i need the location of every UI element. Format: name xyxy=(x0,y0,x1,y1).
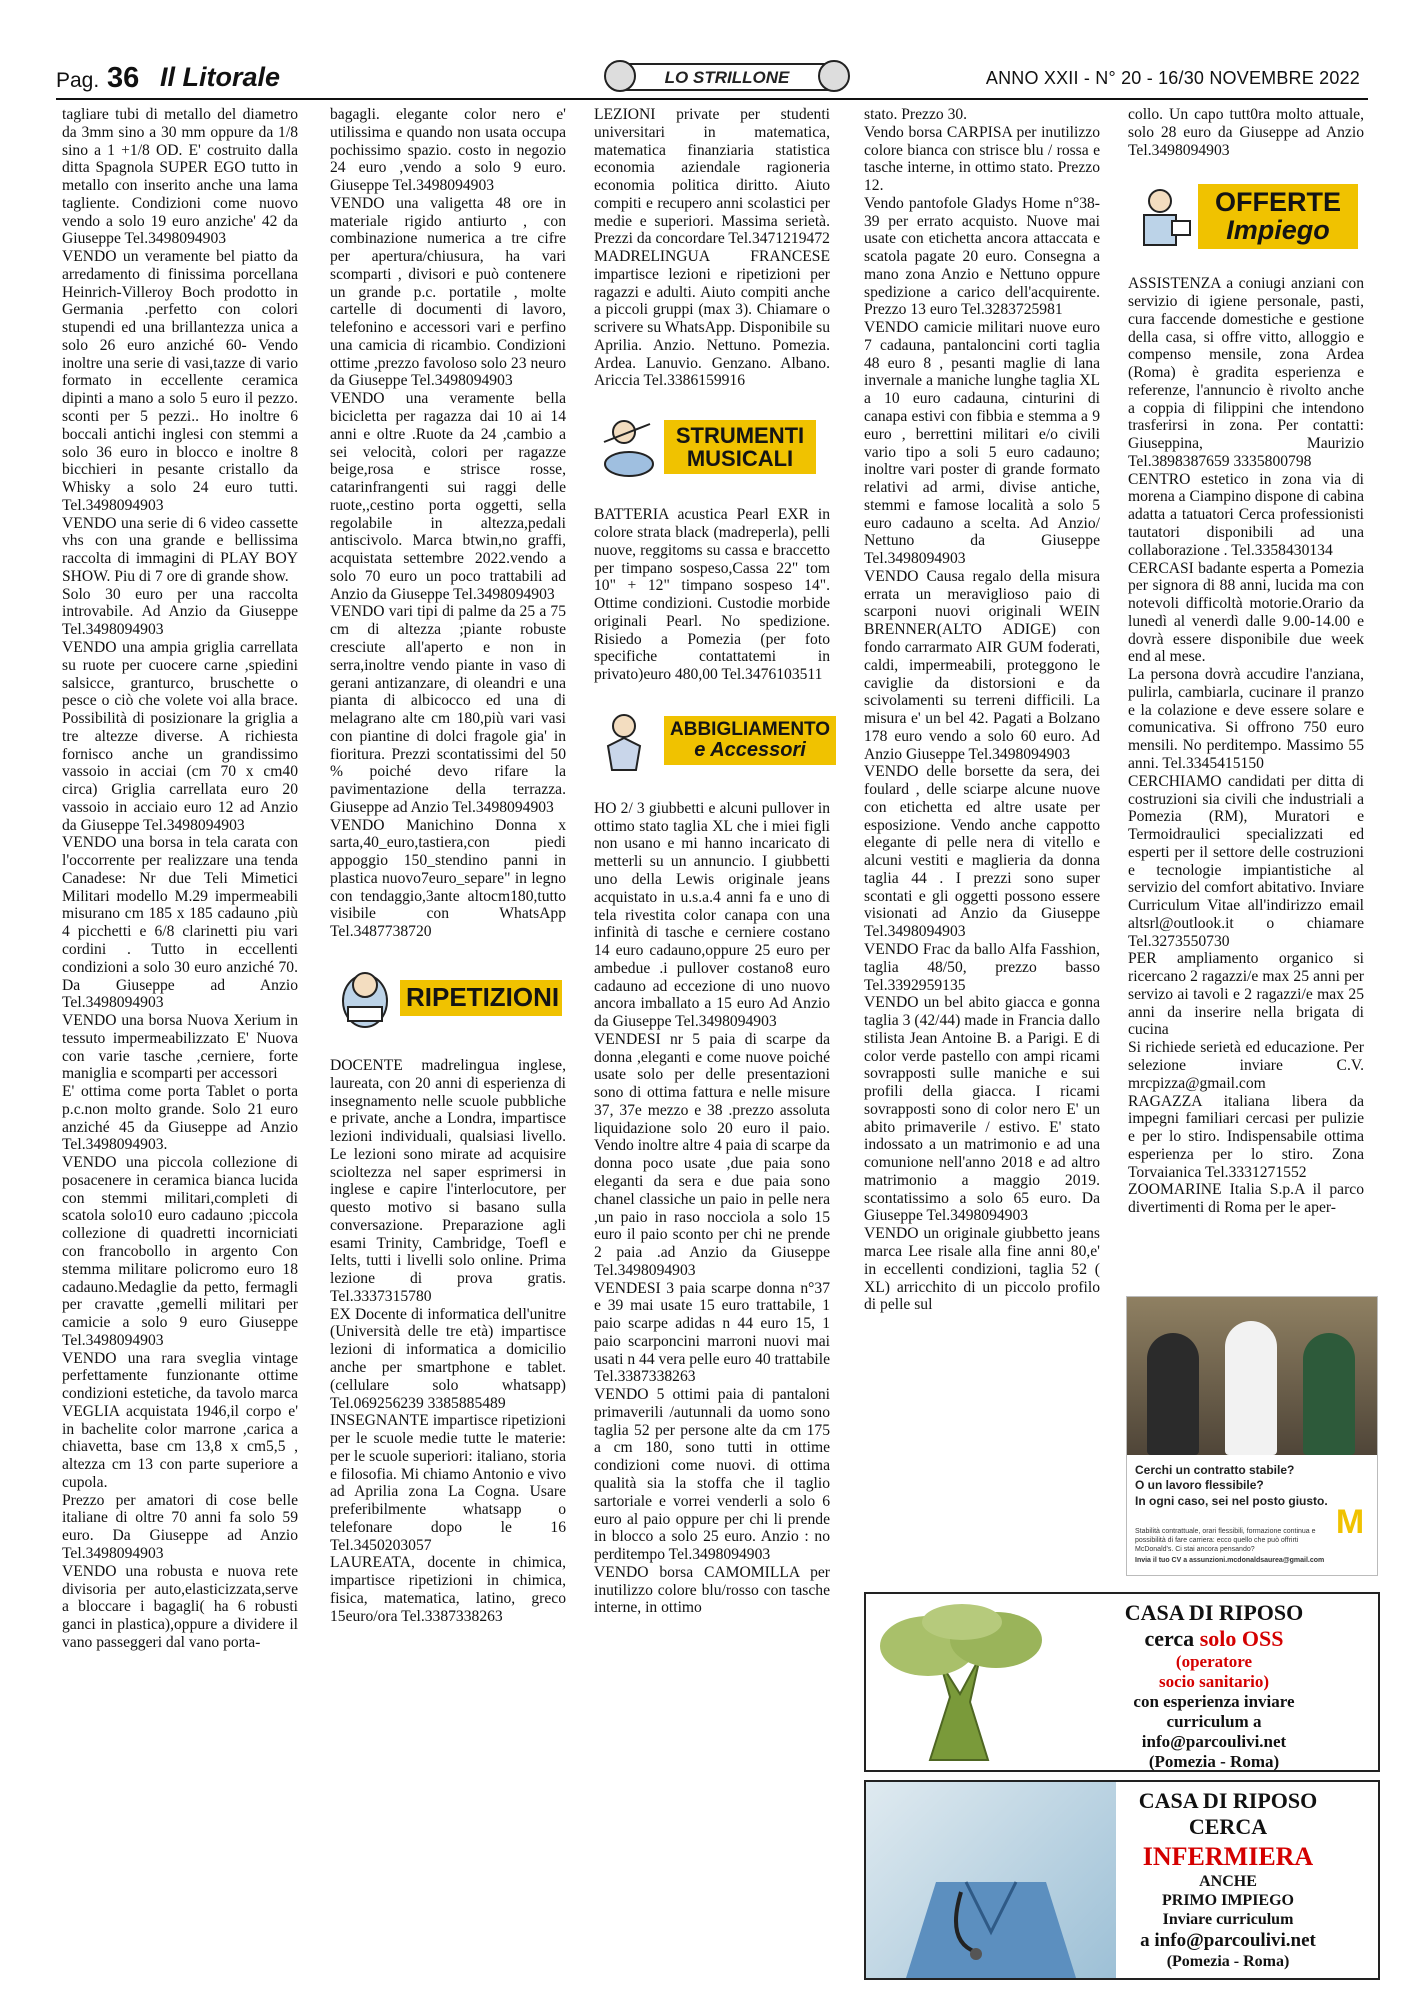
offerte-line-2: Impiego xyxy=(1226,215,1330,246)
oss-ad-text xyxy=(1064,1600,1364,1772)
classified-ad: VENDO una robusta e nuova rete divisoria per auto,elasticizzata,serve a bloccare i bagagli( ha 6 robusti ganci in plastica),oppure a dividere il vano passeggeri dal vano porta- xyxy=(62,1562,298,1651)
classified-ad: VENDO una piccola collezione di posacenere in ceramica bianca lucida con stemmi militari,completi di scatola solo10 euro cadauno ;piccola collezione di quadretti incorniciati con francobollo in argento Con stemma militare policromo euro 18 cadauno.Medaglie da petto, fermagli per cravatte ,gemelli militari per camicie a solo 9 euro Giuseppe Tel.3498094903 xyxy=(62,1154,298,1349)
classified-ad: VENDO Causa regalo della misura errata un meraviglioso paio di scarponi nuovi originali WEIN BRENNER(ALTO ADIGE) con fondo carrarmato AIR GUM foderati, caldi, impermeabili, proteggono le caviglie da distorsioni e da scivolamenti su terreni difficili. La misura e' un bel 42. Pagati a Bolzano 178 euro vendo a solo 60 euro. Ad Anzio Giuseppe Tel.3498094903 xyxy=(864,567,1100,763)
strumenti-banner xyxy=(594,412,830,482)
inf-line-1: CASA DI RIPOSO xyxy=(1138,1788,1318,1813)
classified-ad: ZOOMARINE Italia S.p.A il parco divertimenti di Roma per le aper- xyxy=(1128,1181,1364,1217)
mascot-worker-icon xyxy=(1128,181,1198,251)
oss-line-5: con esperienza inviare xyxy=(1133,1692,1295,1711)
classified-ad: BATTERIA acustica Pearl EXR in colore strata black (madreperla), pelli nuove, reggitoms su cassa e braccetto per timpano sospeso,Cassa 22" tom 10" + 12" timpano sospeso 14". Ottime condizioni. Custodie morbide originali Pearl. No spedizione. Risiedo a Pomezia (per foto specifiche contattatemi in privato)euro 480,00 Tel.3476103511 xyxy=(594,506,830,684)
inf-line-5: PRIMO IMPIEGO xyxy=(1162,1892,1294,1910)
logo-text: LO STRILLONE xyxy=(664,68,790,87)
mcd-line-1: Cerchi un contratto stabile? xyxy=(1135,1463,1295,1477)
inf-email: a info@parcoulivi.net xyxy=(1140,1929,1316,1951)
classified-ad: INSEGNANTE impartisce ripetizioni per le scuole medie tutte le materie: per le scuole superiori: italiano, storia e filosofia. Mi chiamo Antonio e vivo ad Aprilia zona La Cogna. Usare preferibilmente whatsapp o telefonare dopo le 16 Tel.3450203057 xyxy=(330,1412,566,1554)
classified-ad: EX Docente di informatica dell'unitre (Università delle tre età) impartisce lezioni di informatica a domicilio anche per smartphone e tablet. (cellulare solo whatsapp) Tel.069256239 3385885489 xyxy=(330,1305,566,1412)
classified-ad: VENDO una ampia griglia carrellata su ruote per cuocere carne ,spiedini salsicce, granturco, bruschette o pesce o ciò che volete voi alla brace. Possibilità di posizionare la griglia a tre altezze diverse. A richiesta fornisco anche un grandissimo vassoio in acciai (cm 70 x cm40 circa) Griglia carrellata euro 20 vassoio in acciaio euro 12 ad Anzio da Giuseppe Tel.3498094903 xyxy=(62,638,298,834)
inf-location: (Pomezia - Roma) xyxy=(1166,1953,1290,1971)
page-header xyxy=(56,58,1368,98)
classified-ad: La persona dovrà accudire l'anziana, pulirla, cambiarla, cucinare il pranzo e la colazione e deve essere solare e comunicativa. Si offrono 750 euro mensili. No perditempo. Massimo 55 anni. Tel.3345415150 xyxy=(1128,666,1364,772)
oss-line-4: socio sanitario) xyxy=(1158,1671,1270,1691)
classified-ad: ASSISTENZA a coniugi anziani con servizio di igiene personale, pasti, cura faccende domestiche e gestione della casa, si offre vitto, alloggio e compenso mensile, zona Ardea (Roma) è gradita esperienza e referenze, l'annuncio è rivolto anche a coppia di filippini che intendono trasferirsi in zona. Per contatti: Giuseppina, Maurizio Tel.3898387659 3335800798 xyxy=(1128,275,1364,470)
inf-line-3: INFERMIERA xyxy=(1142,1841,1314,1871)
classified-ad: stato. Prezzo 30. xyxy=(864,106,968,123)
classified-ad: VENDO un originale giubbetto jeans marca Lee risale alla fine anni 80,e' in eccellenti condizioni, taglia 52 ( XL) arricchito di un piccolo profilo di pelle sul xyxy=(864,1225,1100,1314)
strumenti-title: STRUMENTI MUSICALI xyxy=(664,420,816,474)
classified-ad: RAGAZZA italiana libera da impegni familiari cercasi per pulizie e per lo stiro. Indispensabile ottima esperienza per lo stiro. Zona Torvaianica Tel.3331271552 xyxy=(1128,1092,1364,1181)
mascot-clothes-icon xyxy=(594,706,664,776)
abbigliamento-line-1: ABBIGLIAMENTO xyxy=(670,719,831,741)
classified-ad: bagagli. elegante color nero e' utilissima e quando non usata occupa pochissimo spazio. costo in negozio 24 euro ,vendo a solo 9 euro. Giuseppe Tel.3498094903 xyxy=(330,106,566,195)
classified-ad: E' ottima come porta Tablet o porta p.c.non molto grande. Solo 21 euro anziché 45 da Giuseppe ad Anzio Tel.3498094903. xyxy=(62,1083,298,1154)
oss-solo: solo xyxy=(1199,1625,1237,1651)
classified-ad: LEZIONI private per studenti universitari in matematica, matematica finanziaria statistica economia aziendale ragioneria economia politica diritto. Aiuto compiti e recupero anni scolastici per medie e superiori. Massima serietà. Prezzi da concordare Tel.3471219472 xyxy=(594,106,830,248)
classified-ad: VENDO vari tipi di palme da 25 a 75 cm di altezza ;piante robuste cresciute all'aperto e non in serra,inoltre vendo piante in vaso di gerani antizanzare, di oleandri e una pianta di albicocco ed una di melagrano alte cm 180,più vari vasi con piantine di dolci fragole gia' in fioritura. Prezzi scontatissimi del 50 % poiché devo rifare la pavimentazione della terrazza. Giuseppe ad Anzio Tel.3498094903 xyxy=(330,603,566,816)
classified-ad: collo. Un capo tutt0ra molto attuale, solo 28 euro da Giuseppe ad Anzio Tel.3498094903 xyxy=(1128,106,1364,159)
classified-ad: Si richiede serietà ed educazione. Per selezione inviare C.V. mrcpizza@gmail.com xyxy=(1128,1039,1364,1092)
mcd-cta: Invia il tuo CV a assunzioni.mcdonaldsaurea@gmail.com xyxy=(1135,1557,1325,1565)
classified-ad: VENDO delle borsette da sera, dei foulard , delle sciarpe alcune nuove con etichetta ed altre usate per esposizione. Vendo anche cappotto elegante di pelle nera di vitello e alcuni vestiti e maglieria da donna taglia 44 . I prezzi sono super scontati e gli oggetti possono essere visionati ad Anzio da Giuseppe Tel.3498094903 xyxy=(864,763,1100,941)
classified-ad: Vendo pantofole Gladys Home n°38-39 per errato acquisto. Nuove mai usate con etichetta ancora attaccata e scatola pagate 20 euro. Consegna a mano zona Anzio e Nettuno oppure spedizione a carico dell'acquirente. Prezzo 13 euro Tel.3283725981 xyxy=(864,194,1100,319)
olive-tree-icon xyxy=(870,1602,1050,1762)
nurse-photo xyxy=(866,1782,1116,1978)
header-rule xyxy=(56,98,1368,100)
classified-ad: VENDO una valigetta 48 ore in materiale rigido antiurto , con combinazione numerica a tre cifre per apertura/chiusura, ha vari scomparti , divisori e può contenere un grande p.c. portatile , molte cartelle di documenti di lavoro, telefonino e accessori vari e perfino una camicia di ricambio. Condizioni ottime ,prezzo favoloso solo 23 neuro da Giuseppe Tel.3498094903 xyxy=(330,194,566,390)
abbigliamento-banner xyxy=(594,706,830,776)
staff-photo xyxy=(1127,1297,1377,1455)
inf-line-4: ANCHE xyxy=(1199,1872,1257,1890)
person-figure xyxy=(1147,1333,1199,1455)
classified-ad: HO 2/ 3 giubbetti e alcuni pullover in ottimo stato taglia XL che i miei figli non usano e mi hanno incaricato di metterli su un annuncio. I giubbetti uno della Lewis originale jeans acquistato in u.s.a.4 anni fa e uno di tela rivestita color canapa con una infinità di tasche e cerniere costano 14 euro cadauno,oppure 25 euro per ambedue .i pullover costano8 euro cadauno ad eccezione di uno nuovo ancora imballato a 15 euro Ad Anzio da Giuseppe Tel.3498094903 xyxy=(594,799,830,1031)
mascot-drummer-icon xyxy=(594,412,664,482)
classified-ad: MADRELINGUA FRANCESE impartisce lezioni e ripetizioni per ragazzi e adulti. Aiuto compiti anche a piccoli gruppi (max 3). Chiamare o scrivere su WhatsApp. Disponibile su Aprilia. Anzio. Nettuno. Pomezia. Ardea. Lanuvio. Genzano. Albano. Ariccia Tel.3386159916 xyxy=(594,248,830,390)
mascot-icon xyxy=(330,963,400,1033)
classified-ad: VENDO borsa CAMOMILLA per inutilizzo colore blu/rosso con tasche interne, in ottimo xyxy=(594,1563,830,1617)
classified-ad: VENDO Frac da ballo Alfa Fasshion, taglia 48/50, prezzo basso Tel.3392959135 xyxy=(864,940,1100,994)
classified-ad: PER ampliamento organico si ricercano 2 ragazzi/e max 25 anni per servizo ai tavoli e 2 ragazzi/e max 25 anni da inserire nella brigata di cucina xyxy=(1128,950,1364,1039)
oss-location: (Pomezia - Roma) xyxy=(1148,1752,1280,1772)
oss-cerca: cerca xyxy=(1144,1625,1195,1651)
infermiera-ad-text xyxy=(1092,1788,1364,1972)
offerte-line-1: OFFERTE xyxy=(1215,186,1341,217)
column-3 xyxy=(594,106,830,1617)
classified-ad: VENDESI nr 5 paia di scarpe da donna ,eleganti e come nuove poiché usate solo per delle presentazioni sono di ottima fattura e nelle misure 37, 37e mezzo e 38 .prezzo assoluta liquidazione solo 20 euro il paio. Vendo inoltre altre 4 paia di scarpe da donna poco usate ,due paia sono eleganti da sera e due paia sono chanel classiche un paio in pelle nera ,un paio in raso nocciola a solo 15 euro il paio sconto per chi ne prende 2 paia .ad Anzio da Giuseppe Tel.3498094903 xyxy=(594,1030,830,1279)
issue-info: ANNO XXII - N° 20 - 16/30 NOVEMBRE 2022 xyxy=(985,68,1360,88)
classified-ad: DOCENTE madrelingua inglese, laureata, con 20 anni di esperienza di insegnamento nelle scuole pubbliche e private, anche a Londra, impartisce lezioni individuali, qualsiasi livello. Le lezioni sono mirate ad acquisire scioltezza nel saper esprimersi in inglese e capire l'interlocutore, per questo motivo si basano sulla conversazione. Preparazione agli esami Trinity, Cambridge, Toefl e Ielts, tutti i livelli solo online. Prima lezione di prova gratis. Tel.3337315780 xyxy=(330,1056,566,1305)
abbigliamento-line-2: e Accessori xyxy=(694,739,806,762)
classified-ad: VENDO un veramente bel piatto da arredamento di finissima porcellana Heinrich-Villeroy Boch prodotto in Germania .perfetto con colori stupendi ed una brillantezza unica a solo 26 euro anziché 60- Vendo inoltre una serie di vasi,tazze di vario formato in eccellente ceramica dipinti a mano a solo 5 euro il pezzo. sconti per 5 pezzi.. Ho inoltre 6 boccali antichi inglesi con stemmi a solo 36 euro in blocco e inoltre 8 bicchieri in pesante cristallo da Whisky a solo 24 euro tutti. Tel.3498094903 xyxy=(62,248,298,514)
mcd-body xyxy=(1135,1527,1335,1565)
classified-ad: VENDO camicie militari nuove euro 7 cadauna, pantaloncini corti taglia 48 euro 8 , pesanti maglie di lana invernale a maniche lunghe taglia XL a 10 euro cadauna, cinturini di canapa estivi con fibbia e stemma a 9 euro , berrettini militari e/o civili vario tipo a soli 5 euro cadauno; inoltre vari poster di grande formato relativi ad armi, divise antiche, stemmi e famose località a solo 5 euro cadauno a scelta. Ad Anzio/ Nettuno da Giuseppe Tel.3498094903 xyxy=(864,319,1100,568)
column-4 xyxy=(864,106,1100,1314)
classified-ad: VENDO una borsa in tela carata con l'occorrente per realizzare una tenda Canadese: Nr due Teli Mimetici Militari modello M.29 impermeabili misurano cm 185 x 185 cadauno ,più 4 picchetti e 6/8 clarinetti piu vari cordini . Tutto in eccellenti condizioni a solo 30 euro anziché 70. Da Giuseppe ad Anzio Tel.3498094903 xyxy=(62,834,298,1012)
page-number-value: 36 xyxy=(107,62,140,94)
mcdonalds-ad xyxy=(1126,1296,1378,1576)
classified-ad: CERCHIAMO candidati per ditta di costruzioni sia civili che industriali a Pomezia (RM), Muratori e Termoidraulici specializzati ed esperti per il settore delle costruzioni e tecnologie impiantistiche al servizio del comfort abitativo. Inviare Curriculum Vitae all'indirizzo email altsrl@outlook.it o chiamare Tel.3273550730 xyxy=(1128,772,1364,950)
person-figure xyxy=(1225,1321,1277,1455)
oss-email: info@parcoulivi.net xyxy=(1141,1732,1287,1752)
mcd-line-2: O un lavoro flessibile? xyxy=(1135,1478,1264,1493)
mcd-small-text: Stabilità contrattuale, orari flessibili, formazione continua e possibilità di fare carriera: ecco quello che può offrirti McDonald's. Ci stai ancora pensando? xyxy=(1135,1528,1316,1554)
ripetizioni-banner xyxy=(330,963,566,1033)
mcdonalds-logo-icon: M xyxy=(1335,1503,1365,1541)
oss-line-2 xyxy=(1064,1626,1364,1652)
classified-ad: VENDO una borsa Nuova Xerium in tessuto impermeabilizzato E' Nuova con varie tasche ,cerniere, forte maniglia e scomparti per accessori xyxy=(62,1012,298,1083)
offerte-title xyxy=(1198,184,1358,249)
classified-ad: CERCASI badante esperta a Pomezia per signora di 88 anni, lucida ma con notevoli difficoltà motorie.Orario da lunedì al venerdì dalle 9.00-14.00 e dovrà essere disponibile due week end al mese. xyxy=(1128,559,1364,666)
classified-ad: VENDO una rara sveglia vintage perfettamente funzionante ottime condizioni estetiche, da tavolo marca VEGLIA acquistata 1946,il corpo e' in bachelite color marrone ,carica a chiavetta, base cm 13,8 x cm5,5 , altezza cm 13 con parte superiore a cupola. xyxy=(62,1349,298,1491)
classified-ad: CENTRO estetico in zona via di morena a Ciampino dispone di cabina adatta a tatuatori Cerca professionisti tautatori disponibili ad una collaborazione . Tel.3358430134 xyxy=(1128,470,1365,559)
ripetizioni-title: RIPETIZIONI xyxy=(400,980,562,1015)
oss-acronym: OSS xyxy=(1241,1625,1284,1651)
classified-ad: Prezzo per amatori di cose belle italiane di oltre 70 anni fa solo 59 euro. Da Giuseppe ad Anzio Tel.3498094903 xyxy=(62,1491,298,1563)
page-number xyxy=(56,62,139,95)
offerte-impiego-banner xyxy=(1128,181,1364,251)
inf-line-6: Inviare curriculum xyxy=(1162,1911,1294,1929)
classified-ad: VENDO una veramente bella bicicletta per ragazza dai 10 ai 14 anni e oltre .Ruote da 24 ,cambio a sei velocità, colori per ragazze beige,rosa e strisce rosse, catarinfrangenti sui raggi delle ruote,,cestino porta oggetti, sella regolabile in altezza,pedali antiscivolo. Marca btwin,no graffi, acquistata settembre 2022.vendo a solo 70 euro un poco trattabili ad Anzio da Giuseppe Tel.3498094903 xyxy=(330,390,566,603)
mcd-line-3: In ogni caso, sei nel posto giusto. xyxy=(1135,1493,1328,1508)
classified-ad: LAUREATA, docente in chimica, impartisce ripetizioni in chimica, fisica, matematica, latino, greco 15euro/ora Tel.3387338263 xyxy=(330,1554,566,1625)
person-figure xyxy=(1303,1333,1355,1455)
oss-ad xyxy=(864,1592,1380,1772)
classified-ad: Solo 30 euro per una raccolta introvabile. Ad Anzio da Giuseppe Tel.3498094903 xyxy=(62,585,298,639)
classified-ad: tagliare tubi di metallo del diametro da 3mm sino a 30 mm oppure da 1/8 sino a 1 +1/8 OD. E' costruito dalla ditta Spagnola SUPER EGO tutto in metallo con inserito anche una lama tagliente. Condizioni come nuovo vendo a solo 19 euro anziche' 42 da Giuseppe Tel.3498094903 xyxy=(62,106,298,248)
page-prefix: Pag. xyxy=(56,69,100,92)
classified-ad: VENDO una serie di 6 video cassette vhs con una grande e bellissima raccolta di immagini di PLAY BOY SHOW. Piu di 7 ore di grande show. xyxy=(62,514,298,585)
column-2 xyxy=(330,106,566,1625)
oss-line-1: CASA DI RIPOSO xyxy=(1124,1600,1304,1625)
classified-ad: VENDO 5 ottimi paia di pantaloni primaverili /autunnali da uomo sono taglia 52 per persone alte da cm 175 a cm 180, sono tutti in ottime condizioni come nuovi. di ottima qualità sia la stoffa che il taglio sartoriale e vorrei venderli a solo 6 euro al paio oppure per chi li prende in blocco a solo 25 euro. Anzio : no perditempo Tel.3498094903 xyxy=(594,1386,830,1564)
oss-line-6: curriculum a xyxy=(1166,1712,1262,1732)
abbigliamento-title xyxy=(664,716,836,765)
nurse-illustration xyxy=(866,1782,1116,1978)
oss-line-3: (operatore xyxy=(1175,1651,1253,1671)
column-1 xyxy=(62,106,298,1652)
classified-ad: VENDO un bel abito giacca e gonna taglia 3 (42/44) made in Francia dallo stilista Jean Antoine B. a Parigi. E di color verde pastello con ampi ricami sovrapposti sulle maniche e sui profili della giacca. I ricami sovrapposti sono di color nero E' un abito primaverile / estivo. E' stato indossato a un matrimonio e ad una comunione nell'anno 2018 e ad altro matrimonio a maggio 2019. scontatissimo a solo 65 euro. Da Giuseppe Tel.3498094903 xyxy=(864,994,1100,1225)
mcd-headline xyxy=(1135,1463,1335,1509)
lo-strillone-logo xyxy=(594,58,860,94)
infermiera-ad xyxy=(864,1780,1380,1980)
classified-ad: Vendo borsa CARPISA per inutilizzo colore bianca con strisce blu / rossa e tasche interne, in ottimo stato. Prezzo 12. xyxy=(864,123,1100,195)
inf-line-2: CERCA xyxy=(1188,1814,1268,1840)
column-5 xyxy=(1128,106,1364,1217)
classified-ad: VENDO Manichino Donna x sarta,40_euro,tastiera,con piedi appoggio 150_stendino panni in plastica nuovo7euro_separe" in legno con tendaggio,3ante altocm180,tutto visibile con WhatsApp Tel.3487738720 xyxy=(330,816,566,941)
classified-ad: VENDESI 3 paia scarpe donna n°37 e 39 mai usate 15 euro trattabile, 1 paio scarpe adidas n 44 euro 15, 1 paio scarponcini marroni nuovi mai usati n 44 vera pelle euro 40 trattabile Tel.3387338263 xyxy=(594,1279,830,1386)
newspaper-title: Il Litorale xyxy=(160,62,281,92)
